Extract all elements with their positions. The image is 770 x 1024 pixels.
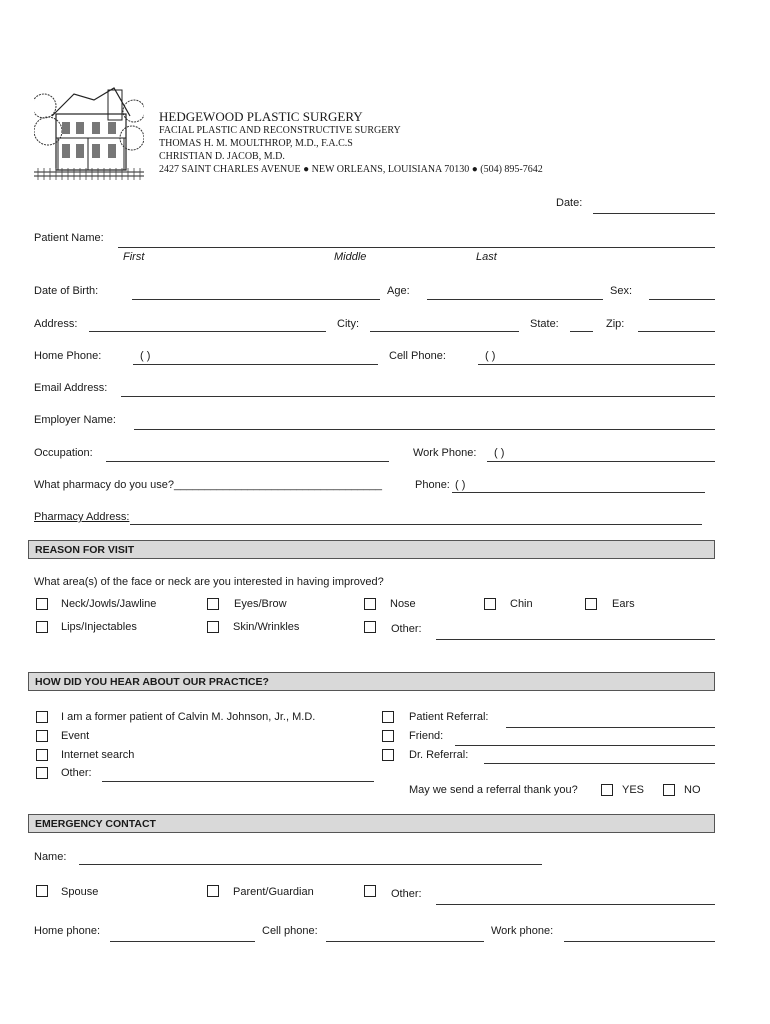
work-phone-field[interactable]	[487, 461, 715, 462]
dr-referral-field[interactable]	[484, 763, 715, 764]
checkbox-internet[interactable]	[36, 749, 48, 761]
emergency-cell-phone-field[interactable]	[326, 941, 484, 942]
hear-other-label: Other:	[61, 767, 92, 779]
pharmacy-phone-area-code: ( )	[455, 479, 466, 491]
option-eyes-label: Eyes/Brow	[234, 598, 287, 610]
doctor-2: CHRISTIAN D. JACOB, M.D.	[159, 151, 285, 162]
city-label: City:	[337, 318, 359, 330]
doctor-1: THOMAS H. M. MOULTHROP, M.D., F.A.C.S	[159, 138, 353, 149]
option-other-label: Other:	[391, 623, 422, 635]
patient-name-field[interactable]	[118, 247, 715, 248]
emergency-name-label: Name:	[34, 851, 67, 863]
pharmacy-question: What pharmacy do you use?__________________________________	[34, 479, 383, 491]
house-illustration-icon	[34, 76, 144, 180]
city-field[interactable]	[370, 331, 519, 332]
checkbox-eyes[interactable]	[207, 598, 219, 610]
cell-phone-label: Cell Phone:	[389, 350, 446, 362]
address-label: Address:	[34, 318, 78, 330]
employer-label: Employer Name:	[34, 414, 116, 426]
emergency-work-phone-label: Work phone:	[491, 925, 554, 937]
emergency-cell-phone-label: Cell phone:	[262, 925, 318, 937]
zip-field[interactable]	[638, 331, 715, 332]
checkbox-yes[interactable]	[601, 784, 613, 796]
practice-address: 2427 SAINT CHARLES AVENUE ● NEW ORLEANS, LOUISIANA 70130 ● (504) 895-7642	[159, 164, 543, 175]
hear-section-header: HOW DID YOU HEAR ABOUT OUR PRACTICE?	[28, 672, 715, 691]
checkbox-patient-referral[interactable]	[382, 711, 394, 723]
checkbox-skin[interactable]	[207, 621, 219, 633]
emergency-name-field[interactable]	[79, 864, 542, 865]
state-field[interactable]	[570, 331, 593, 332]
dob-label: Date of Birth:	[34, 285, 99, 297]
emergency-section-header: EMERGENCY CONTACT	[28, 814, 715, 833]
checkbox-chin[interactable]	[484, 598, 496, 610]
home-phone-area-code: ( )	[140, 350, 151, 362]
email-field[interactable]	[121, 396, 715, 397]
checkbox-parent[interactable]	[207, 885, 219, 897]
checkbox-hear-other[interactable]	[36, 767, 48, 779]
yes-label: YES	[622, 784, 645, 796]
cell-phone-field[interactable]	[478, 364, 715, 365]
home-phone-label: Home Phone:	[34, 350, 102, 362]
pharmacy-address-field[interactable]	[130, 524, 702, 525]
reason-question: What area(s) of the face or neck are you interested in having improved?	[34, 576, 384, 588]
patient-name-label: Patient Name:	[34, 232, 104, 244]
former-patient-label: I am a former patient of Calvin M. Johnson, Jr., M.D.	[61, 711, 316, 723]
sex-field[interactable]	[649, 299, 715, 300]
date-label: Date:	[556, 197, 583, 209]
practice-logo	[34, 76, 144, 180]
option-skin-label: Skin/Wrinkles	[233, 621, 300, 633]
no-label: NO	[684, 784, 701, 796]
zip-label: Zip:	[606, 318, 625, 330]
checkbox-friend[interactable]	[382, 730, 394, 742]
emergency-work-phone-field[interactable]	[564, 941, 715, 942]
option-ears-label: Ears	[612, 598, 635, 610]
pharmacy-phone-label: Phone:	[415, 479, 450, 491]
occupation-label: Occupation:	[34, 447, 93, 459]
practice-specialty: FACIAL PLASTIC AND RECONSTRUCTIVE SURGERY	[159, 125, 401, 136]
address-field[interactable]	[89, 331, 326, 332]
spouse-label: Spouse	[61, 886, 99, 898]
emergency-home-phone-label: Home phone:	[34, 925, 101, 937]
occupation-field[interactable]	[106, 461, 389, 462]
checkbox-dr-referral[interactable]	[382, 749, 394, 761]
option-neck-label: Neck/Jowls/Jawline	[61, 598, 157, 610]
checkbox-ears[interactable]	[585, 598, 597, 610]
checkbox-reason-other[interactable]	[364, 621, 376, 633]
pharmacy-address-label: Pharmacy Address:	[34, 511, 130, 523]
email-label: Email Address:	[34, 382, 108, 394]
checkbox-no[interactable]	[663, 784, 675, 796]
friend-field[interactable]	[455, 745, 715, 746]
middle-name-caption: Middle	[334, 251, 367, 263]
friend-label: Friend:	[409, 730, 444, 742]
emergency-home-phone-field[interactable]	[110, 941, 255, 942]
option-nose-label: Nose	[390, 598, 416, 610]
patient-referral-field[interactable]	[506, 727, 715, 728]
option-chin-label: Chin	[510, 598, 533, 610]
checkbox-neck[interactable]	[36, 598, 48, 610]
age-label: Age:	[387, 285, 410, 297]
internet-label: Internet search	[61, 749, 135, 761]
work-phone-label: Work Phone:	[413, 447, 477, 459]
patient-referral-label: Patient Referral:	[409, 711, 489, 723]
reason-section-header: REASON FOR VISIT	[28, 540, 715, 559]
checkbox-event[interactable]	[36, 730, 48, 742]
checkbox-spouse[interactable]	[36, 885, 48, 897]
checkbox-lips[interactable]	[36, 621, 48, 633]
checkbox-emergency-other[interactable]	[364, 885, 376, 897]
home-phone-field[interactable]	[133, 364, 378, 365]
sex-label: Sex:	[610, 285, 633, 297]
first-name-caption: First	[123, 251, 145, 263]
work-phone-area-code: ( )	[494, 447, 505, 459]
thank-you-question: May we send a referral thank you?	[409, 784, 578, 796]
age-field[interactable]	[427, 299, 603, 300]
pharmacy-phone-field[interactable]	[452, 492, 705, 493]
event-label: Event	[61, 730, 90, 742]
cell-phone-area-code: ( )	[485, 350, 496, 362]
practice-name: HEDGEWOOD PLASTIC SURGERY	[159, 109, 363, 124]
checkbox-former-patient[interactable]	[36, 711, 48, 723]
parent-label: Parent/Guardian	[233, 886, 314, 898]
last-name-caption: Last	[476, 251, 497, 263]
emergency-other-field[interactable]	[436, 904, 715, 905]
reason-other-field[interactable]	[436, 639, 715, 640]
state-label: State:	[530, 318, 559, 330]
checkbox-nose[interactable]	[364, 598, 376, 610]
option-lips-label: Lips/Injectables	[61, 621, 137, 633]
hear-other-field[interactable]	[102, 781, 374, 782]
dr-referral-label: Dr. Referral:	[409, 749, 469, 761]
dob-field[interactable]	[132, 299, 380, 300]
employer-field[interactable]	[134, 429, 715, 430]
date-field[interactable]	[593, 213, 715, 214]
emergency-other-label: Other:	[391, 888, 422, 900]
